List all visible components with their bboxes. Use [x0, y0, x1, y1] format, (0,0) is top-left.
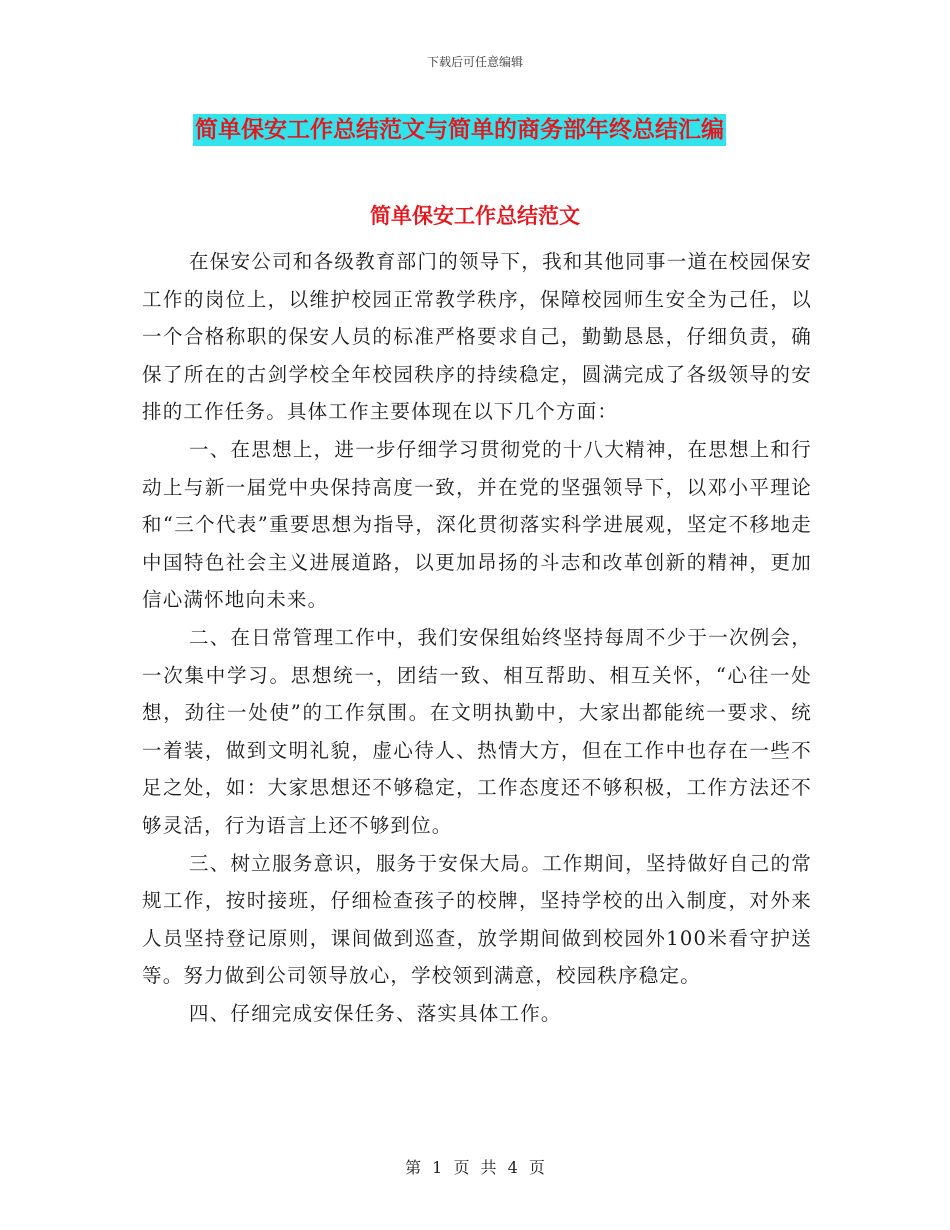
header-note: 下载后可任意编辑 [426, 55, 523, 69]
page-footer: 第 1 页 共 4 页 [405, 1158, 545, 1177]
paragraph-point-3: 三、树立服务意识，服务于安保大局。工作期间，坚持做好自己的常规工作，按时接班，仔细检查孩子的校牌，坚持学校的出入制度，对外来人员坚持登记原则，课间做到巡查，放学期间做到校园外100米看守护送等。努力做到公司领导放心，学校领到满意，校园秩序稳定。 [142, 851, 812, 988]
document-title: 简单保安工作总结范文与简单的商务部年终总结汇编 [193, 114, 726, 146]
document-body [142, 243, 812, 1032]
paragraph-point-1: 一、在思想上，进一步仔细学习贯彻党的十八大精神，在思想上和行动上与新一届党中央保持高度一致，并在党的坚强领导下，以邓小平理论和“三个代表”重要思想为指导，深化贯彻落实科学进展观，坚定不移地走中国特色社会主义进展道路，以更加昂扬的斗志和改革创新的精神，更加信心满怀地向未来。 [142, 437, 812, 612]
paragraph-intro: 在保安公司和各级教育部门的领导下，我和其他同事一道在校园保安工作的岗位上，以维护校园正常教学秩序，保障校园师生安全为己任，以一个合格称职的保安人员的标准严格要求自己，勤勤恳恳，仔细负责，确保了所在的古剑学校全年校园秩序的持续稳定，圆满完成了各级领导的安排的工作任务。具体工作主要体现在以下几个方面： [142, 250, 812, 424]
paragraph-point-4: 四、仔细完成安保任务、落实具体工作。 [189, 1001, 562, 1025]
section-title: 简单保安工作总结范文 [370, 204, 580, 228]
paragraph-point-2: 二、在日常管理工作中，我们安保组始终坚持每周不少于一次例会，一次集中学习。思想统一，团结一致、相互帮助、相互关怀，“心往一处想，劲往一处使”的工作氛围。在文明执勤中，大家出都能统一要求、统一着装，做到文明礼貌，虚心待人、热情大方，但在工作中也存在一些不足之处，如：大家思想还不够稳定，工作态度还不够积极，工作方法还不够灵活，行为语言上还不够到位。 [142, 625, 812, 837]
